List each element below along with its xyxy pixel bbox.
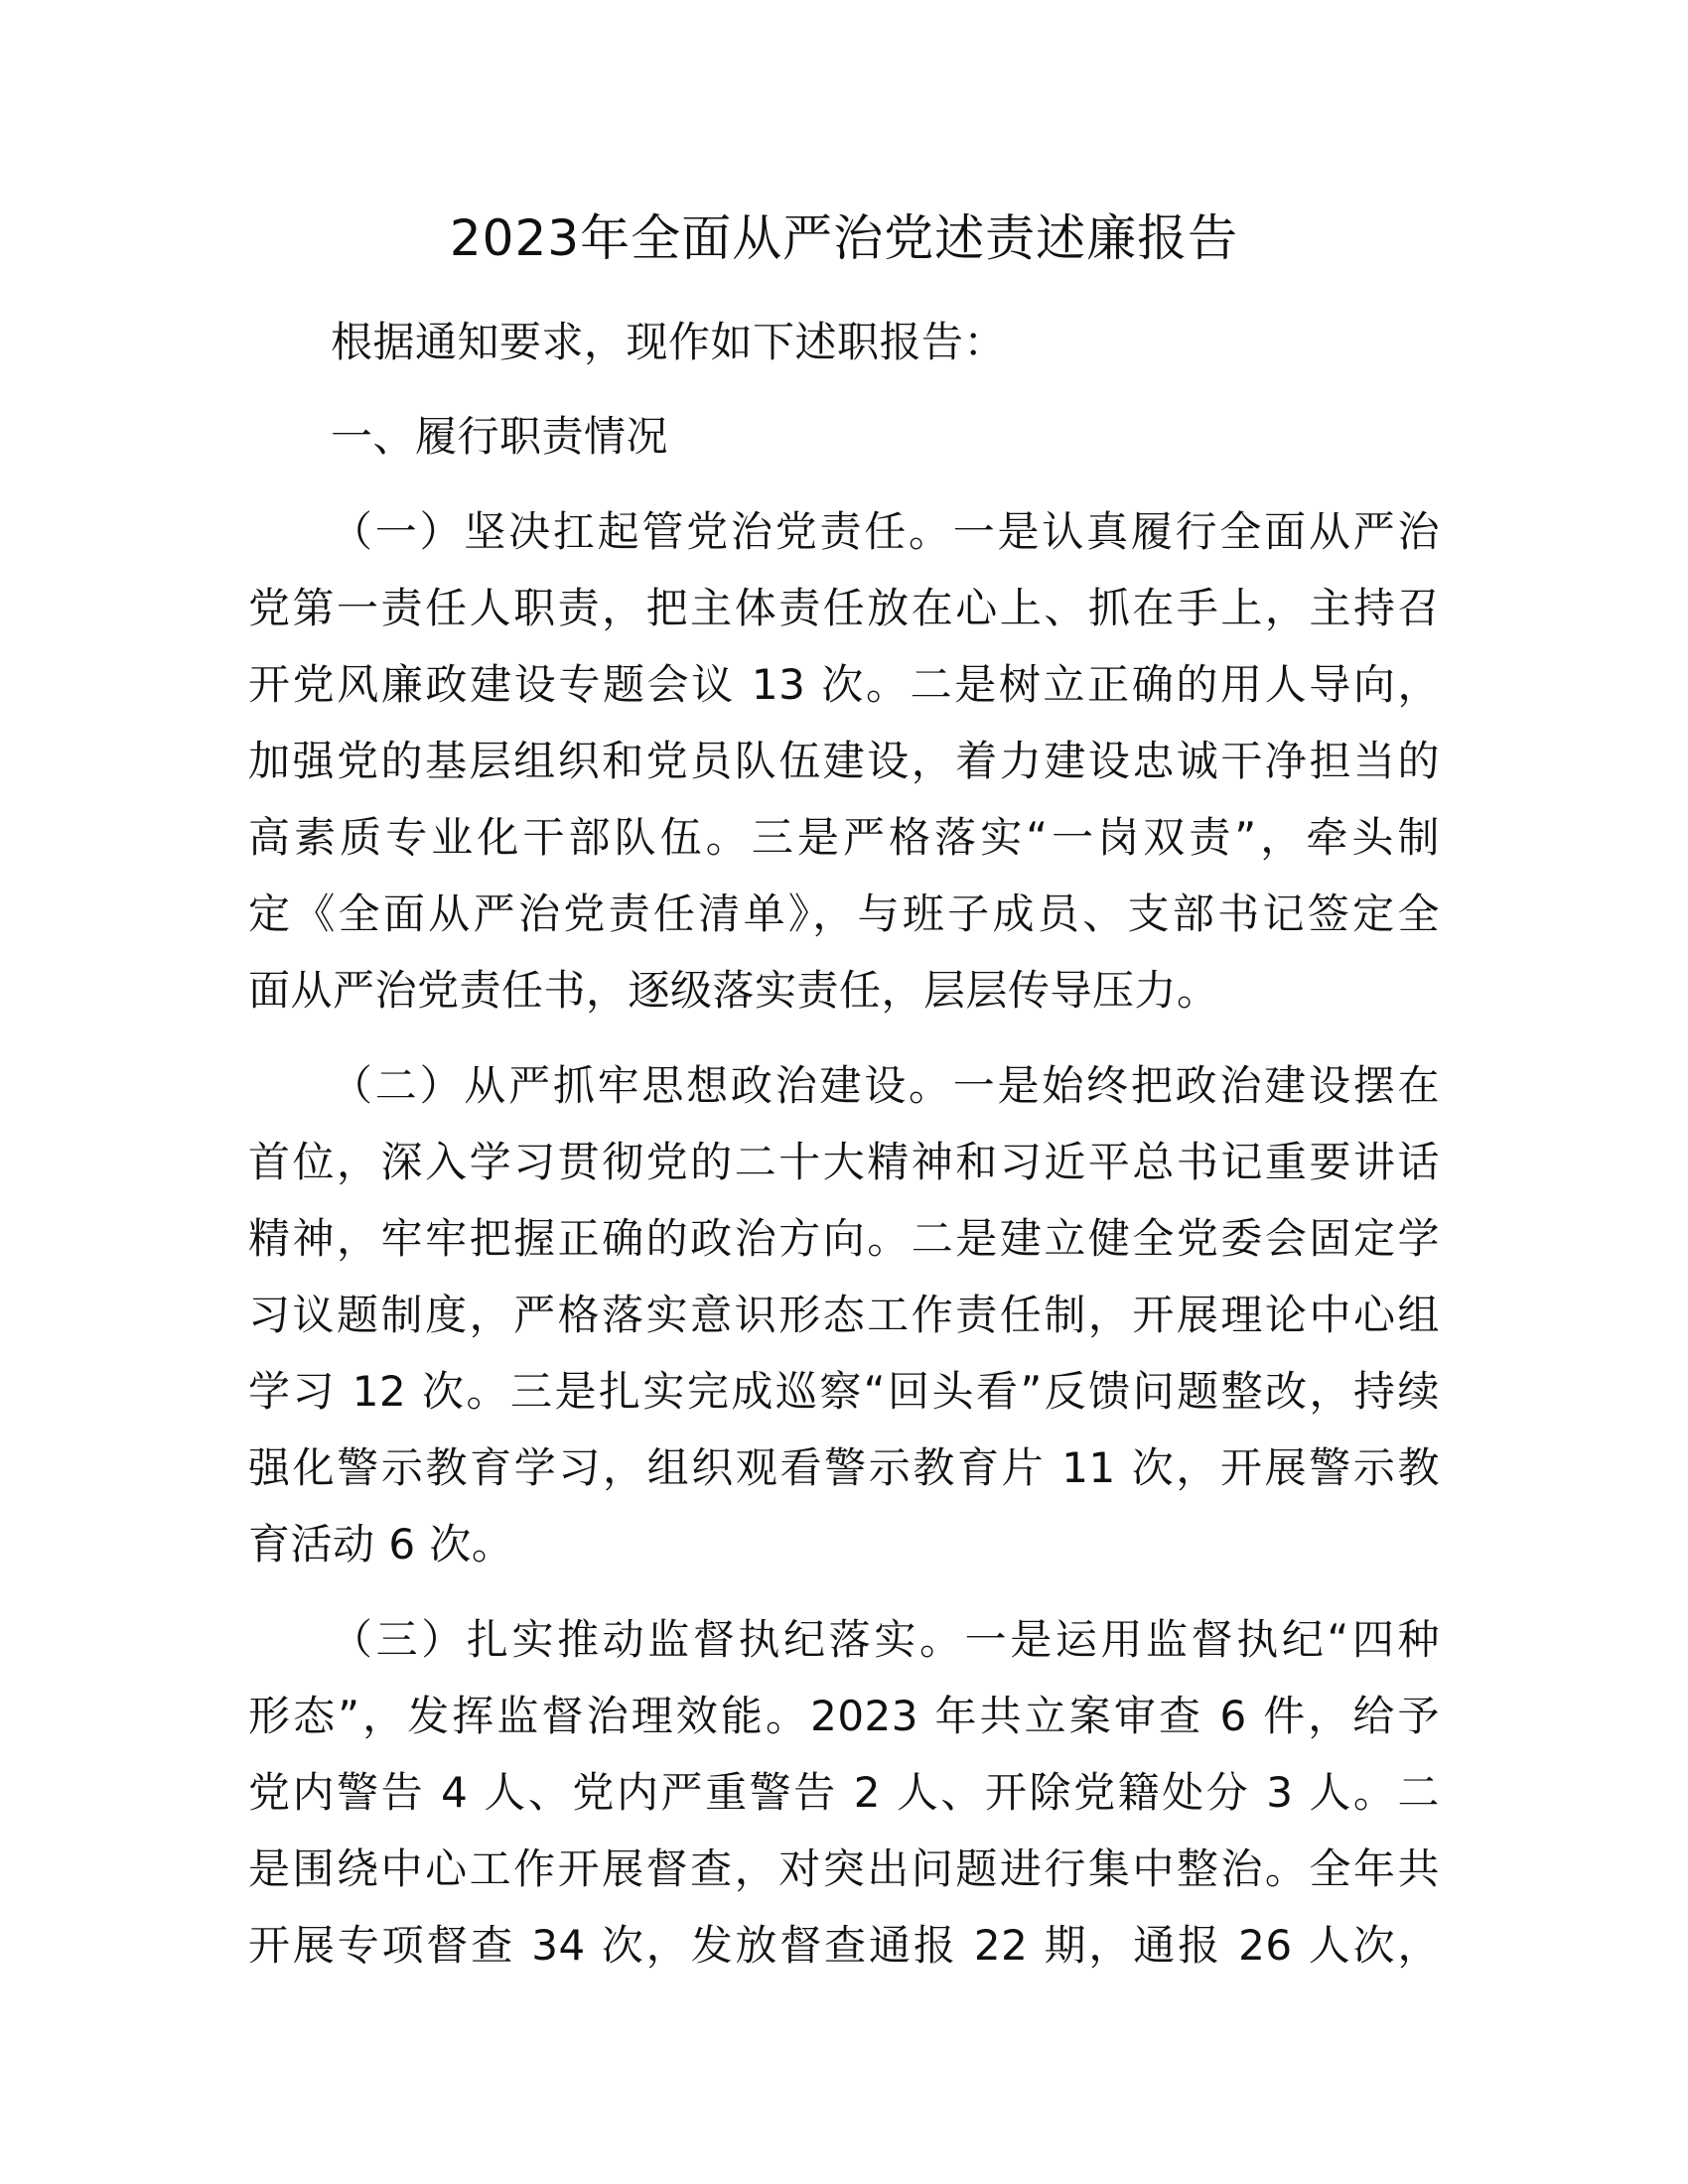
document-title: 2023年全面从严治党述责述廉报告 — [449, 209, 1239, 267]
paragraph-line: 精神，牢牢把握正确的政治方向。二是建立健全党委会固定学 — [248, 1214, 1440, 1263]
paragraph-line: 开展专项督查 34 次，发放督查通报 22 期，通报 26 人次， — [248, 1921, 1440, 1970]
paragraph-line: 育活动 6 次。 — [248, 1520, 514, 1569]
paragraph-line: 面从严治党责任书，逐级落实责任，层层传导压力。 — [248, 966, 1219, 1015]
intro-text: 根据通知要求，现作如下述职报告： — [331, 318, 1007, 366]
paragraph-line: 是围绕中心工作开展督查，对突出问题进行集中整治。全年共 — [248, 1844, 1440, 1893]
paragraph-line: 高素质专业化干部队伍。三是严格落实“一岗双责”，牵头制 — [248, 813, 1440, 862]
paragraph-line: （一）坚决扛起管党治党责任。一是认真履行全面从严治 — [331, 507, 1440, 556]
paragraph-line: 学习 12 次。三是扎实完成巡察“回头看”反馈问题整改，持续 — [248, 1367, 1440, 1416]
paragraph-line: 首位，深入学习贯彻党的二十大精神和习近平总书记重要讲话 — [248, 1138, 1440, 1186]
section-heading: 一、履行职责情况 — [331, 412, 669, 461]
paragraph-line: 开党风廉政建设专题会议 13 次。二是树立正确的用人导向， — [248, 660, 1440, 709]
paragraph-line: 强化警示教育学习，组织观看警示教育片 11 次，开展警示教 — [248, 1443, 1440, 1492]
paragraph-line: （二）从严抓牢思想政治建设。一是始终把政治建设摆在 — [331, 1061, 1440, 1110]
paragraph-line: （三）扎实推动监督执纪落实。一是运用监督执纪“四种 — [331, 1615, 1440, 1664]
paragraph-line: 习议题制度，严格落实意识形态工作责任制，开展理论中心组 — [248, 1291, 1440, 1339]
paragraph-line: 加强党的基层组织和党员队伍建设，着力建设忠诚干净担当的 — [248, 737, 1440, 785]
paragraph-line: 党内警告 4 人、党内严重警告 2 人、开除党籍处分 3 人。二 — [248, 1768, 1440, 1817]
paragraph-line: 形态”，发挥监督治理效能。2023 年共立案审查 6 件，给予 — [248, 1692, 1440, 1740]
paragraph-line: 党第一责任人职责，把主体责任放在心上、抓在手上，主持召 — [248, 584, 1440, 632]
paragraph-line: 定《全面从严治党责任清单》，与班子成员、支部书记签定全 — [248, 889, 1440, 938]
